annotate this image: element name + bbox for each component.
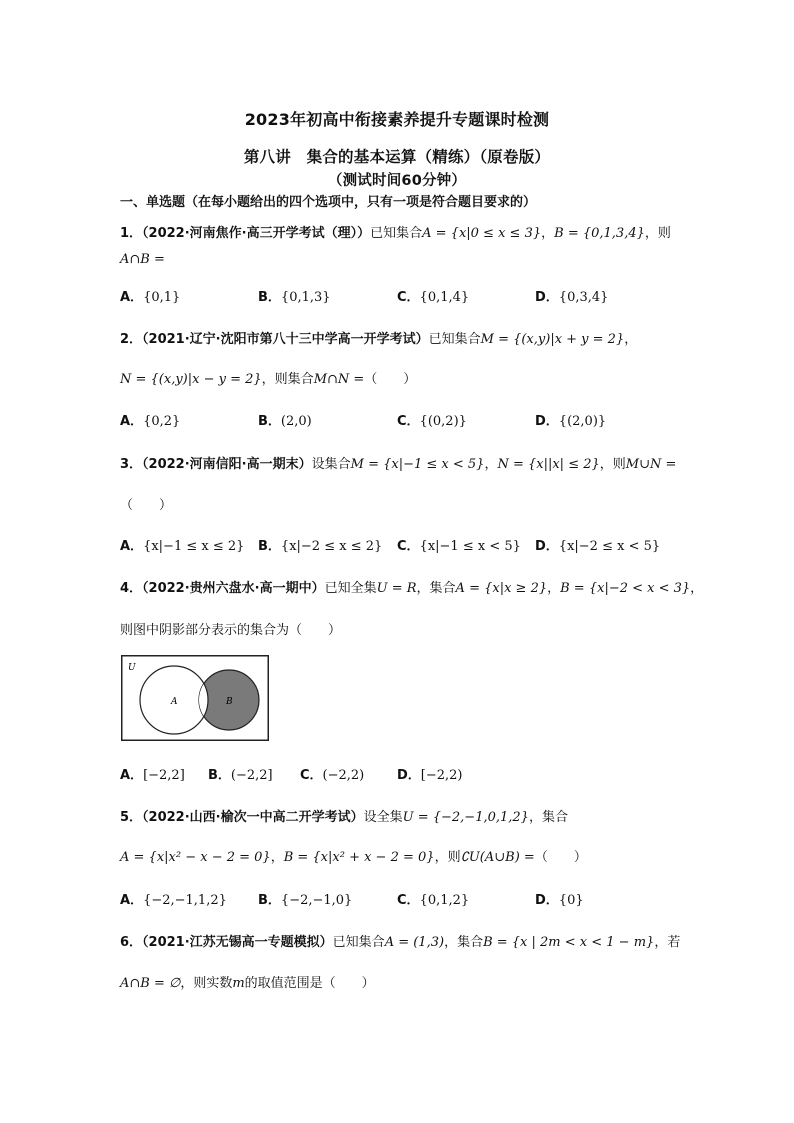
q3-option-c[interactable]: C．{x|−1 ≤ x < 5}: [397, 539, 521, 554]
q3-answer-blank: （ ）: [120, 498, 173, 513]
q3-number: 3．: [120, 457, 143, 472]
q3-set-m: M = {x|−1 ≤ x < 5}: [350, 457, 485, 472]
q2-stem: 2．（2021·辽宁·沈阳市第八十三中学高一开学考试）已知集合M = {(x,y)|x + y = 2}，: [120, 332, 638, 347]
q2-option-b[interactable]: B．(2,0): [258, 414, 312, 429]
q4-stem-line2: 则图中阴影部分表示的集合为（ ）: [120, 623, 342, 638]
q1-number: 1．: [120, 226, 143, 241]
q3-source: （2022·河南信阳·高一期末）: [142, 457, 312, 472]
q6-set-b: B = {x | 2m < x < 1 − m}: [483, 935, 655, 950]
venn-diagram: [121, 655, 269, 741]
q4-stem: 4．（2022·贵州六盘水·高一期中）已知全集U = R，集合A = {x|x ≥ 2}，B = {x|−2 < x < 3}，: [120, 581, 704, 596]
q4-option-b[interactable]: B．(−2,2]: [208, 768, 273, 783]
q4-set-b: B = {x|−2 < x < 3}: [560, 581, 691, 596]
q5-option-c[interactable]: C．{0,1,2}: [397, 893, 470, 908]
q4-option-a[interactable]: A．[−2,2]: [120, 768, 185, 783]
q5-set-b: B = {x|x² + x − 2 = 0}: [283, 850, 435, 865]
q5-stem-line2: A = {x|x² − x − 2 = 0}，B = {x|x² + x − 2 = 0}，则∁U(A∪B) =（ ）: [120, 850, 587, 865]
q6-set-a: A = (1,3): [384, 935, 445, 950]
q4-number: 4．: [120, 581, 143, 596]
venn-label-u: U: [128, 663, 136, 673]
q5-set-u: U = {−2,−1,0,1,2}: [402, 810, 529, 825]
q1-option-d[interactable]: D．{0,3,4}: [535, 290, 609, 305]
venn-label-a: A: [171, 697, 178, 707]
q1-set-a: A = {x|0 ≤ x ≤ 3}: [422, 226, 542, 241]
q1-stem: 1．（2022·河南焦作·高三开学考试（理））已知集合A = {x|0 ≤ x ≤ 3}，B = {0,1,3,4}，则: [120, 226, 671, 241]
venn-label-b: B: [226, 697, 233, 707]
q5-source: （2022·山西·榆次一中高二开学考试）: [142, 810, 364, 825]
q4-option-d[interactable]: D．[−2,2): [397, 768, 463, 783]
q2-answer-blank: （ ）: [364, 372, 417, 387]
q2-option-d[interactable]: D．{(2,0)}: [535, 414, 607, 429]
q1-text: 已知集合: [370, 226, 423, 241]
q2-set-n: N = {(x,y)|x − y = 2}: [120, 372, 262, 387]
q2-number: 2．: [120, 332, 143, 347]
q2-source: （2021·辽宁·沈阳市第八十三中学高一开学考试）: [142, 332, 429, 347]
q2-stem-line2: N = {(x,y)|x − y = 2}，则集合M∩N =（ ）: [120, 372, 417, 387]
q1-option-c[interactable]: C．{0,1,4}: [397, 290, 470, 305]
q5-option-b[interactable]: B．{−2,−1,0}: [258, 893, 353, 908]
page-title: 2023年初高中衔接素养提升专题课时检测: [244, 110, 550, 129]
q3-option-d[interactable]: D．{x|−2 ≤ x < 5}: [535, 539, 661, 554]
q2-set-m: M = {(x,y)|x + y = 2}: [480, 332, 625, 347]
q5-number: 5．: [120, 810, 143, 825]
q6-source: （2021·江苏无锡高一专题模拟）: [142, 935, 333, 950]
q3-option-a[interactable]: A．{x|−1 ≤ x ≤ 2}: [120, 539, 245, 554]
q1-source: （2022·河南焦作·高三开学考试（理））: [142, 226, 371, 241]
q3-stem: 3．（2022·河南信阳·高一期末）设集合M = {x|−1 ≤ x < 5}，N = {x||x| ≤ 2}，则M∪N =: [120, 457, 677, 472]
q6-stem: 6．（2021·江苏无锡高一专题模拟）已知集合A = (1,3)，集合B = {x | 2m < x < 1 − m}，若: [120, 935, 681, 950]
q6-number: 6．: [120, 935, 143, 950]
q4-source: （2022·贵州六盘水·高一期中）: [142, 581, 325, 596]
q4-set-u: U = R: [376, 581, 417, 596]
q5-answer-blank: （ ）: [534, 850, 587, 865]
q6-stem-line2: A∩B = ∅，则实数m的取值范围是（ ）: [120, 976, 375, 991]
q1-option-a[interactable]: A．{0,1}: [120, 290, 181, 305]
q1-set-b: B = {0,1,3,4}: [554, 226, 645, 241]
q6-variable: m: [232, 976, 245, 991]
lesson-subtitle: 第八讲 集合的基本运算（精练）（原卷版）: [243, 148, 551, 166]
q6-answer-blank: 的取值范围是（ ）: [244, 976, 375, 991]
q5-stem: 5．（2022·山西·榆次一中高二开学考试）设全集U = {−2,−1,0,1,2}，集合: [120, 810, 568, 825]
q4-set-a: A = {x|x ≥ 2}: [455, 581, 548, 596]
q4-option-c[interactable]: C．(−2,2): [300, 768, 365, 783]
q2-option-c[interactable]: C．{(0,2)}: [397, 414, 467, 429]
q5-option-a[interactable]: A．{−2,−1,1,2}: [120, 893, 227, 908]
q1-expression: A∩B =: [120, 252, 165, 267]
q3-set-n: N = {x||x| ≤ 2}: [497, 457, 600, 472]
section-heading: 一、单选题（在每小题给出的四个选项中，只有一项是符合题目要求的）: [120, 195, 537, 210]
q3-option-b[interactable]: B．{x|−2 ≤ x ≤ 2}: [258, 539, 383, 554]
q1-option-b[interactable]: B．{0,1,3}: [258, 290, 331, 305]
time-note: （测试时间60分钟）: [327, 173, 467, 189]
q2-option-a[interactable]: A．{0,2}: [120, 414, 181, 429]
q5-option-d[interactable]: D．{0}: [535, 893, 584, 908]
q5-set-a: A = {x|x² − x − 2 = 0}: [120, 850, 271, 865]
